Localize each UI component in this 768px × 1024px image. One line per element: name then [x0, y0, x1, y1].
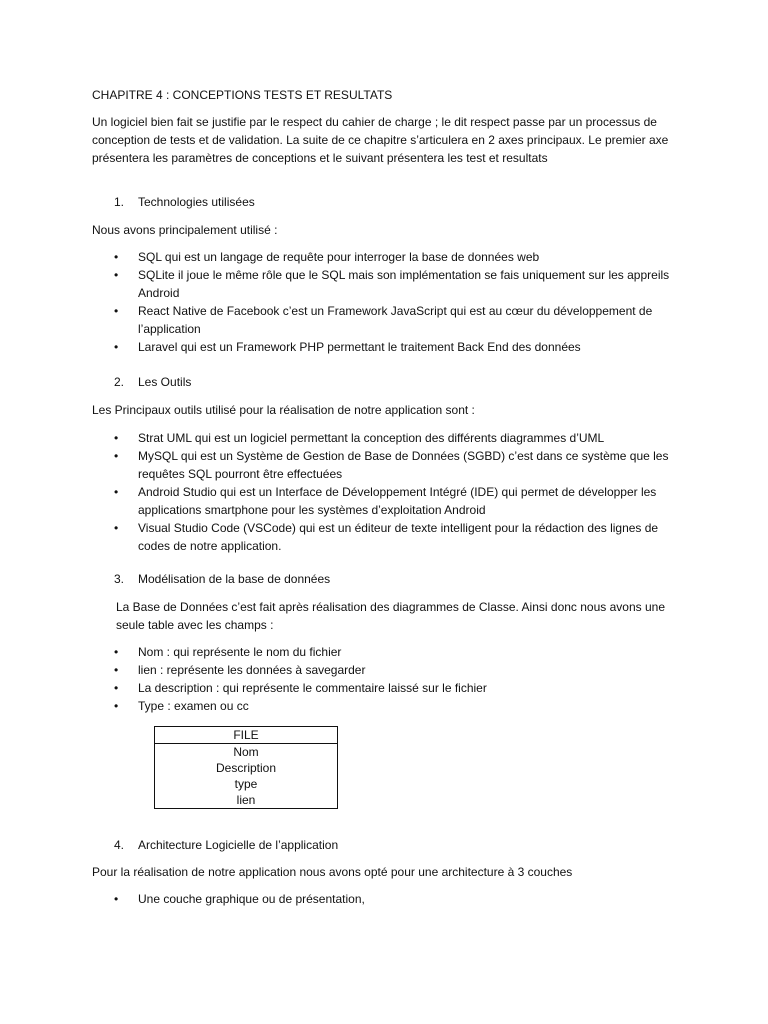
list-item: • React Native de Facebook c’est un Framework JavaScript qui est au cœur du développement de l’application: [114, 304, 653, 336]
section-2-bullets: [114, 429, 674, 555]
bullet-icon: •: [114, 268, 119, 282]
section-4-heading: [114, 836, 674, 854]
section-4-bullets: [114, 890, 674, 908]
table-cell: type: [234, 777, 258, 791]
bullet-icon: •: [114, 431, 119, 445]
section-1-title: Technologies utilisées: [138, 195, 255, 209]
section-2-number: 2.: [114, 375, 125, 389]
bullet-icon: •: [114, 340, 119, 354]
section-2-heading: [114, 373, 674, 391]
bullet-icon: •: [114, 699, 119, 713]
section-1-lead: Nous avons principalement utilisé :: [92, 223, 278, 237]
list-item: • Strat UML qui est un logiciel permettant la conception des différents diagrammes d’UML: [114, 431, 605, 445]
list-item: • MySQL qui est un Système de Gestion de Base de Données (SGBD) c’est dans ce système que les requêtes SQL pourront être effectuées: [114, 449, 669, 481]
list-item: • Nom : qui représente le nom du fichier: [114, 645, 342, 659]
section-1-bullets: [114, 248, 674, 356]
bullet-icon: •: [114, 681, 119, 695]
list-item: • Visual Studio Code (VSCode) qui est un éditeur de texte intelligent pour la rédaction des lignes de codes de notre application.: [114, 521, 659, 553]
file-table-header: FILE: [155, 727, 338, 744]
section-4-lead: Pour la réalisation de notre application nous avons opté pour une architecture à 3 couches: [92, 865, 573, 879]
chapter-title: CHAPITRE 4 : CONCEPTIONS TESTS ET RESULTATS: [92, 88, 393, 102]
table-cell: lien: [236, 793, 256, 807]
list-item: • La description : qui représente le commentaire laissé sur le fichier: [114, 681, 487, 695]
list-item: • Type : examen ou cc: [114, 699, 249, 713]
section-1-heading: [114, 193, 674, 211]
section-3-title: Modélisation de la base de données: [138, 572, 331, 586]
section-3-number: 3.: [114, 572, 125, 586]
list-item: • SQLite il joue le même rôle que le SQL mais son implémentation se fais uniquement sur les appreils Android: [114, 268, 670, 300]
list-item: • Android Studio qui est un Interface de Développement Intégré (IDE) qui permet de développer les applications smartphone pour les systèmes d’exploitation Android: [114, 485, 657, 517]
section-4-number: 4.: [114, 838, 125, 852]
table-cell: Nom: [233, 745, 259, 759]
section-1-number: 1.: [114, 195, 125, 209]
bullet-icon: •: [114, 521, 119, 535]
section-3-heading: [114, 570, 674, 588]
bullet-icon: •: [114, 485, 119, 499]
table-row: [155, 792, 338, 809]
bullet-icon: •: [114, 663, 119, 677]
section-2-title: Les Outils: [138, 375, 192, 389]
bullet-icon: •: [114, 449, 119, 463]
bullet-icon: •: [114, 645, 119, 659]
intro-paragraph: Un logiciel bien fait se justifie par le respect du cahier de charge ; le dit respect passe par un processus de conception de tests et de validation. La suite de ce chapitre s’articulera en 2 axes principaux. Le premier axe présentera les paramètres de conceptions et le suivant présentera les test et resultats: [92, 115, 669, 165]
section-2-lead: Les Principaux outils utilisé pour la réalisation de notre application sont :: [92, 403, 475, 417]
section-4-title: Architecture Logicielle de l’application: [138, 838, 339, 852]
section-3-bullets: [114, 643, 674, 715]
list-item: • Laravel qui est un Framework PHP permettant le traitement Back End des données: [114, 340, 581, 354]
list-item: • SQL qui est un langage de requête pour interroger la base de données web: [114, 250, 540, 264]
table-row: [155, 760, 338, 776]
bullet-icon: •: [114, 250, 119, 264]
list-item: • lien : représente les données à savegarder: [114, 663, 366, 677]
table-row: [155, 776, 338, 792]
section-3-lead: La Base de Données c’est fait après réalisation des diagrammes de Classe. Ainsi donc nous avons une seule table avec les champs :: [116, 600, 665, 632]
table-cell: Description: [215, 761, 277, 775]
file-table: [154, 726, 338, 809]
table-row: [155, 744, 338, 761]
bullet-icon: •: [114, 892, 119, 906]
list-item: • Une couche graphique ou de présentation,: [114, 892, 365, 906]
bullet-icon: •: [114, 304, 119, 318]
